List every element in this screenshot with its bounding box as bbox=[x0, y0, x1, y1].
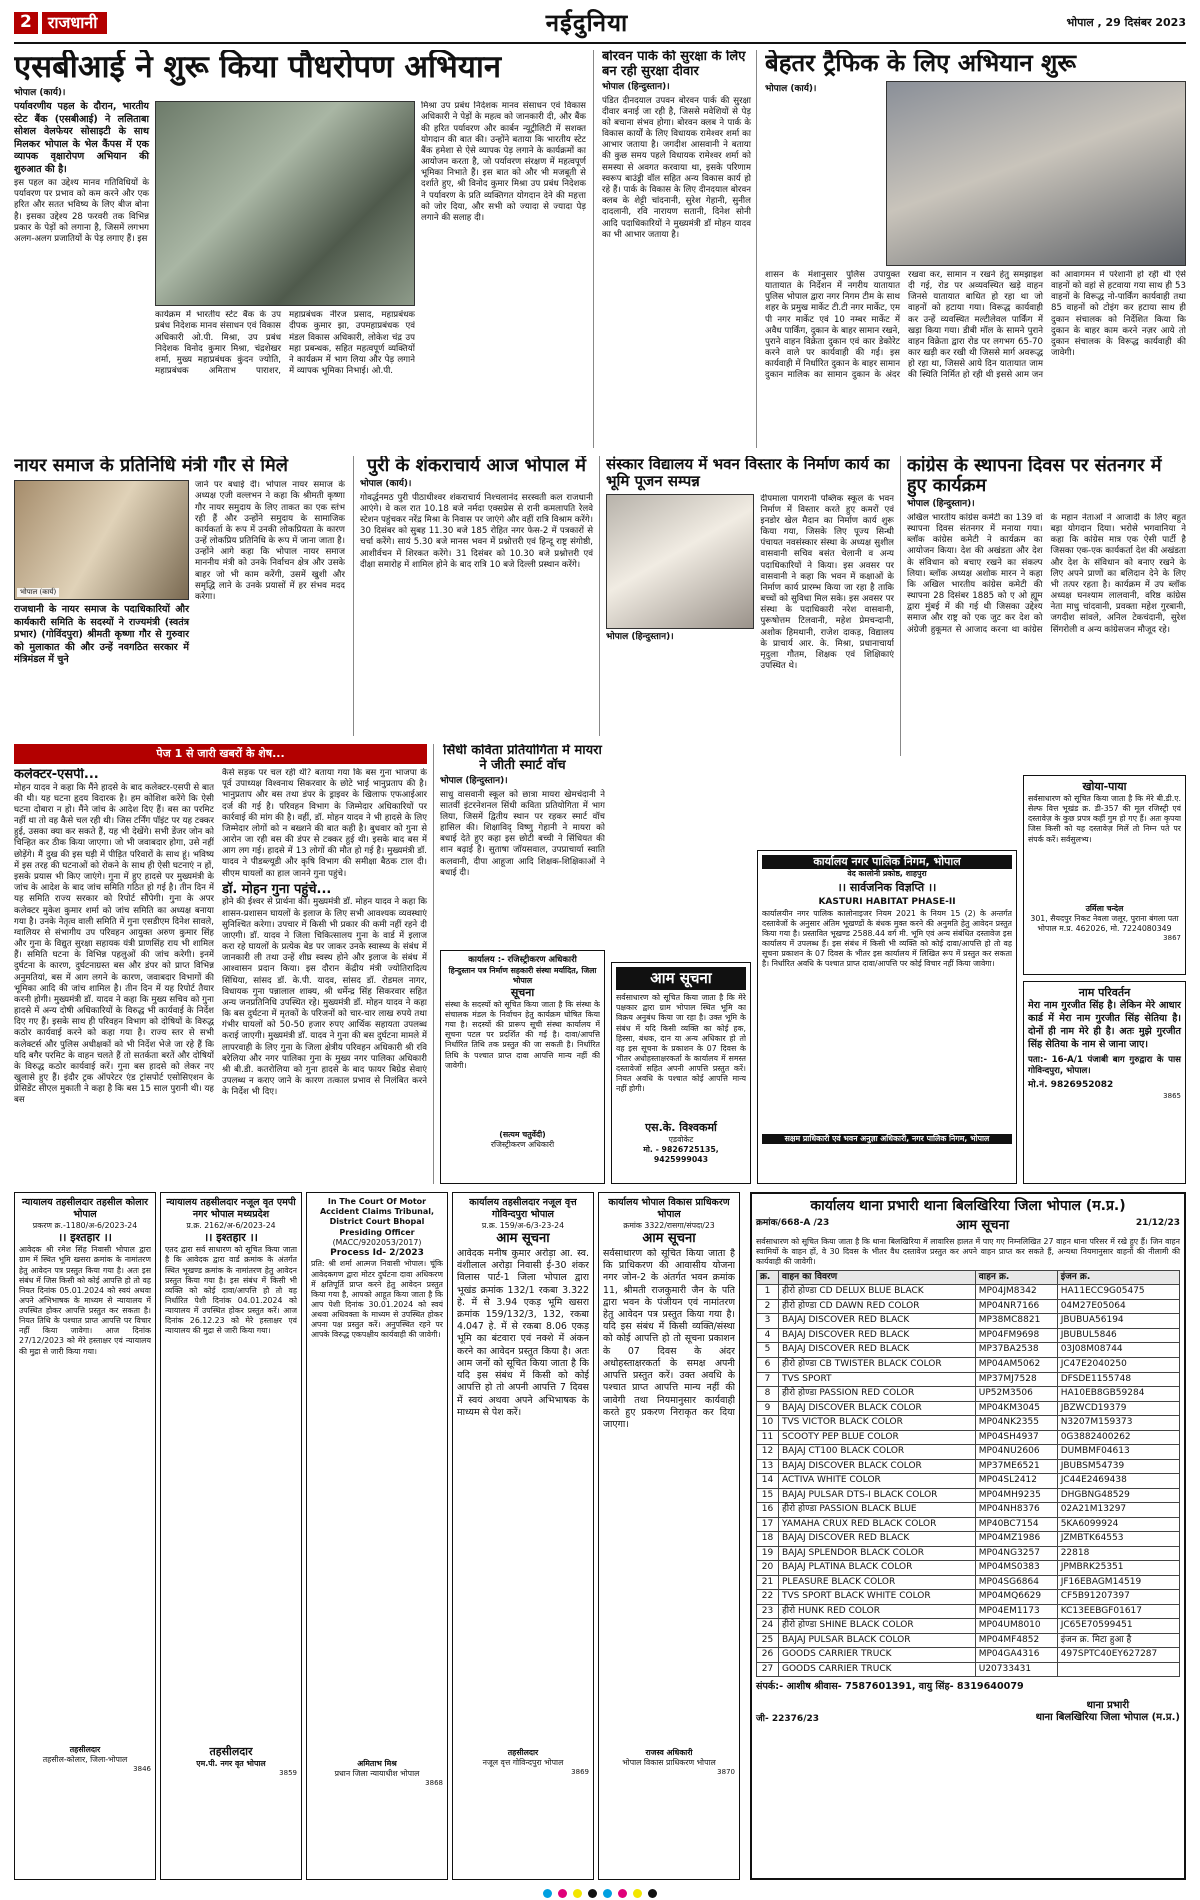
row-reg: MP04SL2412 bbox=[975, 1474, 1057, 1489]
sindhi-story bbox=[440, 744, 605, 944]
row-serial: 3 bbox=[757, 1314, 779, 1329]
registration-dot-icon bbox=[648, 1889, 657, 1898]
row-vehicle: BAJAJ DISCOVER RED BLACK bbox=[779, 1532, 976, 1547]
vehicle-notice-title: कार्यालय थाना प्रभारी थाना बिलखिरिया जिला भोपाल (म.प्र.) bbox=[810, 1198, 1126, 1214]
registrar-notice-label: सूचना bbox=[510, 985, 535, 999]
row-engine: इंजन क्र. मिटा हुआ है bbox=[1057, 1633, 1179, 1648]
row-engine: HA10EB8GB59284 bbox=[1057, 1387, 1179, 1402]
row-engine: JC44E2469438 bbox=[1057, 1474, 1179, 1489]
nair-photo-caption: भोपाल (कार्य) bbox=[17, 588, 59, 597]
row-serial: 11 bbox=[757, 1430, 779, 1445]
row-vehicle: GOODS CARRIER TRUCK bbox=[779, 1648, 976, 1663]
row-vehicle: PLEASURE BLACK COLOR bbox=[779, 1575, 976, 1590]
row-vehicle: TVS SPORT BLACK WHITE COLOR bbox=[779, 1590, 976, 1605]
vehicle-table bbox=[756, 1270, 1180, 1677]
notice-label: ।। इश्तहार ।। bbox=[58, 1231, 112, 1245]
notice-body: प्रति: श्री शर्मा आत्मज निवासी भोपाल। चूंकि आवेदकगण द्वारा मोटर दुर्घटना दावा अधिकरण में क्षतिपूर्ति प्राप्त करने हेतु आवेदन प्रस्तुत किया गया है, आपको आहूत किया जाता है कि आप पेशी दिनांक 30.01.2024 को स्वयं अथवा अधिवक्ता के माध्यम से उपस्थित होकर अपना पक्ष प्रस्तुत करें। अनुपस्थित रहने पर आपके विरुद्ध एकपक्षीय कार्यवाही की जावेगी। bbox=[311, 1259, 443, 1340]
advocate-title: एडवोकेट bbox=[668, 1135, 694, 1145]
sanskar-story bbox=[606, 456, 901, 756]
row-reg: MP04UM8010 bbox=[975, 1619, 1057, 1634]
traffic-photo bbox=[886, 81, 1186, 266]
row-vehicle: BAJAJ DISCOVER RED BLACK bbox=[779, 1314, 976, 1329]
sanskar-byline: भोपाल (हिन्दुस्तान)। bbox=[606, 631, 674, 642]
row-vehicle: SCOOTY PEP BLUE COLOR bbox=[779, 1430, 976, 1445]
row-engine: HA11ECC9G05475 bbox=[1057, 1285, 1179, 1300]
boravan-headline: बोरवन पार्क की सुरक्षा के लिए बन रही सुरक्षा दीवार bbox=[602, 50, 746, 79]
registrar-notice bbox=[440, 950, 605, 1184]
row-engine: JZMBTK64553 bbox=[1057, 1532, 1179, 1547]
collector-title: कलेक्टर-एसपी... bbox=[14, 768, 99, 783]
row-reg: MP04GA4316 bbox=[975, 1648, 1057, 1663]
khoya-paya-notice bbox=[1023, 775, 1186, 975]
notice-sign-2: तहसील-कोलार, जिला-भोपाल bbox=[42, 1755, 128, 1765]
notice-code: 3859 bbox=[279, 1769, 297, 1778]
table-row bbox=[757, 1314, 1180, 1329]
notice-sign-2: नजूल वृत्त गोविन्दपुरा भोपाल bbox=[482, 1757, 564, 1767]
registrar-title: कार्यालय :- रजिस्ट्रीकरण अधिकारी bbox=[468, 955, 577, 965]
vehicle-notice-sign: थाना प्रभारी bbox=[1086, 1699, 1130, 1711]
notice-code: 3869 bbox=[571, 1767, 589, 1776]
row-vehicle: ACTIVA WHITE COLOR bbox=[779, 1474, 976, 1489]
notice-label: आम सूचना bbox=[496, 1231, 550, 1247]
row-reg: MP37ME6521 bbox=[975, 1459, 1057, 1474]
sbi-body-1: इस पहल का उद्देश्य मानव गतिविधियों के पर्यावरण पर प्रभाव को कम करने और एक हरित और सतत भविष्य के लिए बीज बोना है। इसका उद्देश्य 28 फरवरी तक विभिन्न प्रकार के पेड़ों को लगाना है, जिसमें लगभग अलग-अलग प्रजातियों के पेड़ लगाए हैं। इस bbox=[14, 178, 149, 244]
section-tag bbox=[14, 12, 107, 34]
khoya-title: खोया-पाया bbox=[1082, 780, 1127, 793]
table-row bbox=[757, 1590, 1180, 1605]
row-vehicle: हीरो होण्डा CD DELUX BLUE BLACK bbox=[779, 1285, 976, 1300]
name-change-notice bbox=[1023, 981, 1186, 1184]
table-row bbox=[757, 1488, 1180, 1503]
puri-body: गोवर्द्धनमठ पुरी पीठाधीश्वर शंकराचार्य निश्चलानंद सरस्वती कल राजधानी आएंगे। वे कल रात 10.18 बजे नर्मदा एक्सप्रेस से रानी कमलापति रेलवे स्टेशन पहुंचकर नरेंद्र मिश्रा के निवास पर जाएंगे और वहीं रात्रि विश्राम करेंगे। 30 दिसंबर को सुबह 11.30 बजे 185 रोहित नगर फेस-2 में पत्रकारों से चर्चा करेंगे। सायं 5.30 बजे मानस भवन में प्रश्नोत्तरी एवं हिन्दू राष्ट्र संगोष्ठी, आशीर्वचन में शिरकत करेंगे। 31 दिसंबर को 10.30 बजे प्रश्नोत्तरी एवं दीक्षा समारोह में शामिल होने के बाद रात्रि 10 बजे दिल्ली प्रस्थान करेंगे। bbox=[360, 492, 593, 570]
boravan-body: पंडित दीनदयाल उपवन बोरवन पार्क की सुरक्षा दीवार बनाई जा रही है, जिससे मवेशियों से पेड़ को बचाना संभव होगा। बोरवन क्लब ने पार्क के विकास कार्यों के लिए विधायक रामेश्वर शर्मा का आभार जताया है। जगदीश आसवानी ने बताया की कुछ समय पहले विधायक रामेश्वर शर्मा को समस्या से अवगत करवाया था, इसके परिणाम स्वरूप बाउंड्री वॉल सहित अन्य विकास कार्य हो रहे हैं। पार्क के विकास के लिए दीनदयाल बोरवन क्लब के शेट्टी चांदनानी, सुरेश गेहानी, सुनील दादलानी, रवि नारायण सतानी, दिनेश सोनी आदि पदाधिकारियों ने मुख्यमंत्री डॉ मोहन यादव का भी आभार जताया है। bbox=[602, 95, 751, 240]
notice-title: In The Court Of Motor Accident Claims Tribunal, District Court Bhopal Presiding Officer bbox=[319, 1197, 435, 1237]
notice-body: सर्वसाधारण को सूचित किया जाता है कि प्राधिकरण की आवासीय योजना नगर जोन-2 के अंतर्गत भवन क्रमांक 11, श्रीमती राजकुमारी जैन के पति द्वारा भवन के पंजीयन एवं नामांतरण हेतु आवेदन पत्र प्रस्तुत किया गया है। यदि इस संबंध में किसी व्यक्ति/संस्था को कोई आपत्ति हो तो सूचना प्रकाशन के 07 दिवस के अंदर अधोहस्ताक्षरकर्ता के समक्ष अपनी आपत्ति प्रस्तुत करें। उक्त अवधि के पश्चात प्राप्त आपत्ति मान्य नहीं की जावेगी तथा नियमानुसार कार्यवाही करते हुए प्रकरण निराकृत कर दिया जाएगा। bbox=[603, 1247, 735, 1430]
row-reg: MP04NH8376 bbox=[975, 1503, 1057, 1518]
row-reg: MP04SG6864 bbox=[975, 1575, 1057, 1590]
nair-story bbox=[14, 456, 354, 736]
row-serial: 24 bbox=[757, 1619, 779, 1634]
row-engine: 5KA6099924 bbox=[1057, 1517, 1179, 1532]
notice-body: एतद द्वारा सर्व साधारण को सूचित किया जाता है कि आवेदक द्वारा वार्ड क्रमांक के अंतर्गत स्थित भूखण्ड क्रमांक के नामांतरण हेतु आवेदन प्रस्तुत किया गया है। इस संबंध में किसी भी व्यक्ति को कोई दावा/आपत्ति हो तो वह निर्धारित पेशी दिनांक 04.01.2024 को न्यायालय में उपस्थित होकर प्रस्तुत करें। आज दिनांक 26.12.23 को मेरे हस्ताक्षर एवं न्यायालय की मुद्रा से जारी किया गया। bbox=[165, 1245, 297, 1336]
naam-body: मेरा नाम गुरजीत सिंह है। लेकिन मेरे आधार कार्ड में मेरा नाम गुरजीत सिंह सेतिया है। दोनों ही नाम मेरे ही है। अतः मुझे गुरजीत सिंह सेतिया के नाम से जाना जाए। bbox=[1028, 1000, 1181, 1050]
row-serial: 9 bbox=[757, 1401, 779, 1416]
notice-sign: राजस्व अधिकारी bbox=[645, 1747, 693, 1757]
notice-sign-2: एम.पी. नगर वृत भोपाल bbox=[196, 1759, 266, 1769]
mohan-title: डॉ. मोहन गुना पहुंचे... bbox=[222, 881, 332, 897]
registrar-signatory-role: रजिस्ट्रीकरण अधिकारी bbox=[490, 1139, 555, 1149]
row-engine: KC13EEBGF01617 bbox=[1057, 1604, 1179, 1619]
advocate-contact: मो. - 9826725135, 9425999043 bbox=[643, 1145, 719, 1165]
row-engine bbox=[1057, 1662, 1179, 1677]
row-reg: MP04FM9698 bbox=[975, 1328, 1057, 1343]
vehicle-notice-sign-2: थाना बिलखिरिया जिला भोपाल (म.प्र.) bbox=[1035, 1712, 1180, 1724]
row-serial: 19 bbox=[757, 1546, 779, 1561]
table-row bbox=[757, 1546, 1180, 1561]
row-reg: MP04EM1173 bbox=[975, 1604, 1057, 1619]
table-row bbox=[757, 1445, 1180, 1460]
row-engine: 22818 bbox=[1057, 1546, 1179, 1561]
row-reg: MP04MZ1986 bbox=[975, 1532, 1057, 1547]
registration-dot-icon bbox=[543, 1889, 552, 1898]
table-row bbox=[757, 1299, 1180, 1314]
registration-dot-icon bbox=[588, 1889, 597, 1898]
table-row bbox=[757, 1532, 1180, 1547]
notice-code: 3846 bbox=[133, 1765, 151, 1774]
boravan-byline: भोपाल (हिन्दुस्तान)। bbox=[602, 82, 670, 93]
row-serial: 25 bbox=[757, 1633, 779, 1648]
kasturi-project: KASTURI HABITAT PHASE-II bbox=[818, 897, 956, 908]
traffic-headline: बेहतर ट्रैफिक के लिए अभियान शुरू bbox=[765, 50, 1077, 77]
mohan-body: होने की ईश्वर से प्रार्थना की। मुख्यमंत्री डॉ. मोहन यादव ने कहा कि शासन-प्रशासन घायलों के इलाज के लिए सभी आवश्यक व्यवस्थाएं सुनिश्चित करेगा। उपचार में किसी भी प्रकार की कमी नहीं रहने दी जाएगी। डॉ. यादव ने जिला चिकित्सालय गुना के वार्ड में इलाज करा रहे घायलों के प्रत्येक बेड पर जाकर उनके स्वास्थ्य के संबंध में जानकारी ली तथा उन्हें शीघ्र स्वस्थ होने और इलाज के संबंध में आश्वासन प्रदान किया। इस दौरान केंद्रीय मंत्री ज्योतिरादित्य सिंधिया, सांसद डॉ. के.पी. यादव, सांसद डॉ. रोडमल नागर, विधायक गुना पन्नालाल शाक्य, श्री धर्मेन्द्र सिंह सिकरवार सहित अन्य जनप्रतिनिधि उपस्थित रहे। मुख्यमंत्री डॉ. मोहन यादव ने कहा कि बस दुर्घटना में मृतकों के परिजनों को चार-चार लाख रुपये तथा गंभीर घायलों को 50-50 हजार रुपए आर्थिक सहायता उपलब्ध कराई जाएगी। मुख्यमंत्री डॉ. यादव ने गुना की बस दुर्घटना मामले में लापरवाही के लिए गुना के जिला क्षेत्रीय परिवहन अधिकारी श्री रवि बरेलिया और नगर पालिका गुना के मुख्य नगर पालिका अधिकारी श्री बी.डी. कतरोलिया को गुना हादसे के बाद फायर बिग्रेड सेवाएं उपलब्ध न कराए जाने के कारण तत्काल प्रभाव से निलंबित करने के निर्देश भी दिए। bbox=[222, 897, 427, 1098]
row-serial: 8 bbox=[757, 1387, 779, 1402]
table-row bbox=[757, 1648, 1180, 1663]
collector-body-2: कैसे सड़क पर चल रही थी? बताया गया कि बस गुना भाजपा के पूर्व उपाध्यक्ष विश्वनाथ सिकरवार के छोटे भाई भानुप्रताप की है। भानुप्रताप और बस तथा डंपर के ड्राइवर के खिलाफ एफआईआर दर्ज की गई है। परिवहन विभाग के जिम्मेदार अधिकारियों पर कार्रवाई की मांग की है। वहीं, डॉ. मोहन यादव ने भी हादसे के लिए जिम्मेदार लोगों को न बख्शने की बात कही है। बुधवार को गुना से आरोन जा रही बस की डंपर से टक्कर हुई थी। इसके बाद बस में आग लग गई। हादसे में 13 लोगों की मौत हो गई है। मुख्यमंत्री डॉ. यादव ने पीडब्ल्यूडी और कृषि विभाग की समीक्षा बैठक टाल दी। सीएम घायलों का हाल जानने गुना पहुंचे। bbox=[222, 768, 427, 879]
table-row bbox=[757, 1575, 1180, 1590]
notice-code: 3870 bbox=[717, 1767, 735, 1776]
row-serial: 12 bbox=[757, 1445, 779, 1460]
sbi-photo bbox=[155, 101, 415, 306]
nair-headline: नायर समाज के प्रतिनिधि मंत्री गौर से मिले bbox=[14, 456, 288, 476]
notice-title: कार्यालय भोपाल विकास प्राधिकरण भोपाल bbox=[608, 1197, 730, 1221]
khoya-code: 3867 bbox=[1163, 933, 1181, 942]
notice-ref: प्र.क्र. 159/अ-6/3-23-24 bbox=[481, 1221, 565, 1231]
row-reg: MP04JM8342 bbox=[975, 1285, 1057, 1300]
boravan-story bbox=[602, 50, 757, 448]
row-engine: 04M27E05064 bbox=[1057, 1299, 1179, 1314]
row-serial: 2 bbox=[757, 1299, 779, 1314]
table-row bbox=[757, 1401, 1180, 1416]
advocate-name: एस.के. विश्वकर्मा bbox=[645, 1121, 717, 1135]
row-serial: 10 bbox=[757, 1416, 779, 1431]
col-serial: क्र. bbox=[757, 1270, 779, 1285]
col-engine: इंजन क्र. bbox=[1057, 1270, 1179, 1285]
aam-suchna-body: सर्वसाधारण को सूचित किया जाता है कि मेरे पक्षकार द्वारा ग्राम भोपाल स्थित भूमि का विक्रय अनुबंध किया जा रहा है। उक्त भूमि के संबंध में यदि किसी व्यक्ति का कोई हक, हिस्सा, बंधक, दान या अन्य अधिकार हो तो वह इस सूचना के प्रकाशन के 07 दिवस के भीतर अधोहस्ताक्षरकर्ता के कार्यालय में समस्त दस्तावेजों सहित अपनी आपत्ति प्रस्तुत करें। नियत अवधि के पश्चात कोई आपत्ति मान्य नहीं होगी। bbox=[616, 993, 746, 1094]
khoya-name: उर्मिला चन्देल bbox=[1085, 904, 1124, 914]
aam-suchna-title: आम सूचना bbox=[616, 967, 746, 990]
row-vehicle: BAJAJ PLATINA BLACK COLOR bbox=[779, 1561, 976, 1576]
notice-sign-2: भोपाल विकास प्राधिकरण भोपाल bbox=[622, 1757, 716, 1767]
row-engine: JC47E2040250 bbox=[1057, 1358, 1179, 1373]
table-row bbox=[757, 1503, 1180, 1518]
masthead bbox=[14, 4, 1186, 44]
registration-dot-icon bbox=[558, 1889, 567, 1898]
row-vehicle: BAJAJ SPLENDOR BLACK COLOR bbox=[779, 1546, 976, 1561]
row-engine: JC65E70599451 bbox=[1057, 1619, 1179, 1634]
row-vehicle: BAJAJ PULSAR DTS-I BLACK COLOR bbox=[779, 1488, 976, 1503]
nair-body: जाने पर बधाई दी। भोपाल नायर समाज के अध्यक्ष एजी वल्लभन ने कहा कि श्रीमती कृष्णा गौर नायर समुदाय के लिए ताकत का एक स्तंभ रही हैं और उन्होंने समुदाय के सामाजिक कार्यकर्ता के रूप में उनकी लोकप्रियता के कारण उन्हें लोकप्रिय प्रतिनिधि के रूप में जाना जाता है। उन्होंने आगे कहा कि भोपाल नायर समाज माननीय मंत्री को उनके निर्वाचन क्षेत्र और उसके बाहर जो भी काम करेंगी, उसमें खुशी और समृद्धि लाने के उनके प्रयासों में हर संभव मदद करेगा। bbox=[195, 480, 345, 602]
sindhi-body: साधु वासवानी स्कूल को छात्रा मायरा खेमचंदानी ने सातवीं इंटरनेशनल सिंधी कविता प्रतियोगिता में भाग लिया, जिसमें द्वितीय स्थान पर रहकर स्मार्ट वॉच हासिल की। शिक्षाविद् विष्णु गेहानी ने मायरा को बधाई देते हुए कहा इस छोटी बच्ची ने सिंधियत की शान बढ़ाई है। सुताषा जॉयसवाल, उपप्राचार्या स्वाति कलवानी, दीपा आहूजा आदि शिक्षक-शिक्षिकाओं ने बधाई दी। bbox=[440, 789, 605, 878]
row-reg: MP04AM5062 bbox=[975, 1358, 1057, 1373]
traffic-story bbox=[765, 50, 1186, 448]
row-vehicle: हीरो होण्डा PASSION RED COLOR bbox=[779, 1387, 976, 1402]
vehicle-notice bbox=[750, 1192, 1186, 1880]
row-vehicle: BAJAJ DISCOVER RED BLACK bbox=[779, 1343, 976, 1358]
row-engine: JBUBSM54739 bbox=[1057, 1459, 1179, 1474]
naam-title: नाम परिवर्तन bbox=[1078, 986, 1131, 999]
table-row bbox=[757, 1358, 1180, 1373]
row-vehicle: BAJAJ PULSAR BLACK COLOR bbox=[779, 1633, 976, 1648]
table-row bbox=[757, 1387, 1180, 1402]
notice-label: आम सूचना bbox=[642, 1231, 696, 1247]
vehicle-notice-contact: संपर्क:- आशीष श्रीवास- 7587601391, वायु सिंह- 8319640079 bbox=[756, 1681, 1024, 1693]
bottom-notices bbox=[14, 1192, 744, 1880]
row-reg: MP04NK2355 bbox=[975, 1416, 1057, 1431]
aam-suchna-advocate bbox=[611, 962, 751, 1184]
nair-photo bbox=[14, 480, 189, 600]
notice-mact bbox=[306, 1192, 448, 1880]
registrar-signatory: (सत्यम चतुर्वेदी) bbox=[499, 1129, 546, 1139]
sbi-photo-caption: कार्यक्रम में भारतीय स्टेट बैंक के उप प्रबंध निदेशक मानव संसाधन एवं विकास अधिकारी ओ.पी. मिश्रा, उप प्रबंध निदेशक विनोद कुमार मिश्रा, चंद्रशेखर शर्मा, मुख्य महाप्रबंधक कुंदन ज्योति, महाप्रबंधक अमिताभ पाराशर, महाप्रबंधक नीरज प्रसाद, महाप्रबंधक दीपक कुमार झा, उपमहाप्रबंधक एवं मंडल विकास अधिकारी, लोकेश चंद्र उप महा प्रबन्धक, सहित महत्वपूर्ण व्यक्तियों ने कार्यक्रम में भाग लिया और पेड़ लगाने में व्यापक भूमिका निभाई। ओ.पी. bbox=[155, 310, 415, 377]
table-row bbox=[757, 1285, 1180, 1300]
table-row bbox=[757, 1662, 1180, 1677]
notice-govindpura bbox=[452, 1192, 594, 1880]
row-vehicle: हीरो होण्डा SHINE BLACK COLOR bbox=[779, 1619, 976, 1634]
row-reg: MP38MC8821 bbox=[975, 1314, 1057, 1329]
row-engine: 0G3882400262 bbox=[1057, 1430, 1179, 1445]
col-vehicle: वाहन का विवरण bbox=[779, 1270, 976, 1285]
row-reg: MP04SH4937 bbox=[975, 1430, 1057, 1445]
row-engine: JBUBUL5846 bbox=[1057, 1328, 1179, 1343]
row-serial: 18 bbox=[757, 1532, 779, 1547]
row-serial: 20 bbox=[757, 1561, 779, 1576]
registration-dot-icon bbox=[633, 1889, 642, 1898]
notice-ref: प्रकरण क्र.-1180/अ-6/2023-24 bbox=[32, 1221, 138, 1231]
table-row bbox=[757, 1459, 1180, 1474]
sbi-headline: एसबीआई ने शुरू किया पौधरोपण अभियान bbox=[14, 50, 502, 85]
row-vehicle: TVS VICTOR BLACK COLOR bbox=[779, 1416, 976, 1431]
congress-byline: भोपाल (हिन्दुस्तान)। bbox=[907, 499, 975, 510]
row-engine: 02A21M13297 bbox=[1057, 1503, 1179, 1518]
row-serial: 22 bbox=[757, 1590, 779, 1605]
row-reg: MP04NU2606 bbox=[975, 1445, 1057, 1460]
row-serial: 6 bbox=[757, 1358, 779, 1373]
row-reg: MP37BA2538 bbox=[975, 1343, 1057, 1358]
row-serial: 17 bbox=[757, 1517, 779, 1532]
row-reg: MP04MQ6629 bbox=[975, 1590, 1057, 1605]
row-serial: 16 bbox=[757, 1503, 779, 1518]
vehicle-notice-subtitle: आम सूचना bbox=[955, 1217, 1010, 1233]
traffic-body: शासन के मंशानुसार पुलिस उपायुक्त यातायात के निर्देशन में नगरीय यातायात पुलिस भोपाल द्वारा नगर निगम टीम के साथ शहर के प्रमुख मार्केट टी.टी नगर मार्केट, एम पी नगर मार्केट एवं 10 नम्बर मार्केट में अवैध पार्किंग, दुकान के बाहर सामान रखने, पुराने वाहन विक्रेता दुकान एवं कार डेकोरेट करने वाले पर कार्यवाही की गई। इस कार्यवाही में निर्धारित दुकान के बाहर सामान दुकान मालिक का सामान दुकान के अंदर रखवा कर, सामान न रखने हेतु समझाइश दी गई, रोड पर अव्यवस्थित खड़े वाहन जिनसे यातायात बाधित हो रहा था जो वाहनों को हटाया गया। विरूद्ध कार्यवाही कर उन्हें व्यवस्थित मल्टीलेवल पार्किंग में खड़ा किया गया। डीबी मॉल के सामने पुराने वाहन विक्रेता द्वारा रोड पर लगभग 65-70 कार खड़ी कर रखी थी जिससे मार्ग अवरूद्ध हो रहा था, जिससे आये दिन यातायात जाम की स्थिति निर्मित हो रही थी इससे आम जन को आवागमन में परेशानी हो रही थी ऐसे वाहनों को वहां से हटवाया गया साथ ही 53 वाहनों के विरूद्ध नो-पार्किंग कार्यवाही तथा 85 वाहनों को टोइंग कर हटाया साथ ही दुकान संचालक को निर्देशित किया कि दुकान के बाहर काम करने नज़र आये तो दुकान संचालक के विरूद्ध कार्यवाही की जावेगी। bbox=[765, 269, 1186, 381]
row-serial: 27 bbox=[757, 1662, 779, 1677]
row-vehicle: YAMAHA CRUX RED BLACK COLOR bbox=[779, 1517, 976, 1532]
table-row bbox=[757, 1372, 1180, 1387]
naam-code: 3865 bbox=[1163, 1091, 1181, 1100]
khoya-address: 301, सैयदपुर निकट नेवला जलूर, पुराना बंगला पता भोपाल म.प्र. 462026, मो. 7224080349 bbox=[1030, 914, 1179, 934]
page-number: 2 bbox=[14, 12, 38, 34]
row-engine: JBUBUA56194 bbox=[1057, 1314, 1179, 1329]
table-row bbox=[757, 1474, 1180, 1489]
print-registration-strip bbox=[0, 1886, 1200, 1900]
row-vehicle: हीरो HUNK RED COLOR bbox=[779, 1604, 976, 1619]
sbi-body-2: मिश्रा उप प्रबंध निदेशक मानव संसाधन एवं विकास अधिकारी ने पेड़ों के महत्व को जानकारी दी, और बैंक की हरित पर्यावरण और कार्बन न्यूट्रीलिटी में सशक्त योगदान की बात की। उन्होंने बताया कि भारतीय स्टेट बैंक हमेशा से ऐसे व्यापक पेड़ लगाने के कार्यक्रमों का आयोजन करता है, जो पर्यावरण संरक्षण में महत्वपूर्ण भूमिका निभाते हैं। इस बात को और भी मजबूती से दर्शाते हुए, श्री विनोद कुमार मिश्रा उप प्रबंध निदेशक ने पर्यावरण के प्रति व्यक्तिगत योगदान देने की महत्ता को जोर दिया, और सभी को ज्यादा से ज्यादा पेड़ लगाने की सलाह दी। bbox=[421, 101, 586, 223]
notice-kolar bbox=[14, 1192, 156, 1880]
row-serial: 21 bbox=[757, 1575, 779, 1590]
notice-code: 3868 bbox=[425, 1779, 443, 1788]
row-serial: 13 bbox=[757, 1459, 779, 1474]
row-serial: 26 bbox=[757, 1648, 779, 1663]
notice-mp-nagar bbox=[160, 1192, 302, 1880]
notice-ref: प्र.क्र. 2162/अ-6/2023-24 bbox=[186, 1221, 276, 1231]
row-engine: 03J08M08744 bbox=[1057, 1343, 1179, 1358]
table-row bbox=[757, 1343, 1180, 1358]
row-serial: 4 bbox=[757, 1328, 779, 1343]
row-reg: MP04MS0383 bbox=[975, 1561, 1057, 1576]
row-serial: 14 bbox=[757, 1474, 779, 1489]
congress-headline: कांग्रेस के स्थापना दिवस पर संतनगर में हुए कार्यक्रम bbox=[907, 456, 1162, 497]
row-vehicle: BAJAJ CT100 BLACK COLOR bbox=[779, 1445, 976, 1460]
sindhi-headline: सिंधी कविता प्रतियोगिता में मायरा ने जीती स्मार्ट वॉच bbox=[443, 744, 602, 773]
jump-stories bbox=[14, 744, 434, 1184]
row-engine: JPMBRK25351 bbox=[1057, 1561, 1179, 1576]
congress-body: अखिल भारतीय कांग्रेस कमेटी का 139 वां स्थापना दिवस संतनगर में मनाया गया। ब्लॉक कांग्रेस कमेटी ने कार्यक्रम का आयोजन किया। देश की अखंडता और देश के संविधान को बचाए रखने का संकल्प लिया। ब्लॉक अध्यक्ष अशोक मारन ने कहा कि अखिल भारतीय कांग्रेस कमेटी की स्थापना 28 दिसंबर 1885 को ए ओ ह्यूम द्वारा मुंबई में की गई थी जिसका उद्देश्य समाज और राष्ट्र को एक जुट कर देश को अंग्रेजी हुकूमत से आजाद करना था कांग्रेस के महान नेताओं ने आजादी के लिए बहुत बड़ा योगदान दिया। भरोसे भगवानिया ने कहा कि कांग्रेस मात्र एक ऐसी पार्टी है जिसका एक-एक कार्यकर्ता देश की अखंडता और देश के संविधान को बनाए रखने के लिए अपने प्राणों का बलिदान देने के लिए भी तत्पर रहता है। कार्यक्रम में उप ब्लॉक अध्यक्ष घनश्याम लालवानी, वरिष्ठ कांग्रेस नेता माधु चांदवानी, प्रवक्ता महेश गुरबानी, जगदीश सांवले, अनिल टेकचंदानी, सुरेश सिंगरोली व अन्य कांग्रेसजन मौजूद रहे। bbox=[907, 512, 1186, 635]
notice-ref: (MACC/9202053/2017) bbox=[332, 1237, 422, 1247]
row-vehicle: हीरो होण्डा CD DAWN RED COLOR bbox=[779, 1299, 976, 1314]
naam-address: पता:- 16-A/1 पंजाबी बाग गुरुद्वारा के पास गोविन्दपुरा, भोपाल। bbox=[1028, 1054, 1181, 1076]
edition-date: भोपाल , 29 दिसंबर 2023 bbox=[1066, 15, 1186, 29]
row-vehicle: BAJAJ DISCOVER BLACK COLOR bbox=[779, 1401, 976, 1416]
puri-story bbox=[360, 456, 600, 736]
traffic-byline: भोपाल (कार्य)। bbox=[765, 83, 817, 94]
row-vehicle: BAJAJ DISCOVER BLACK COLOR bbox=[779, 1459, 976, 1474]
row-serial: 5 bbox=[757, 1343, 779, 1358]
row-engine: DHGBNG48529 bbox=[1057, 1488, 1179, 1503]
notice-label: ।। इश्तहार ।। bbox=[204, 1231, 258, 1245]
row-reg: MP04MF4852 bbox=[975, 1633, 1057, 1648]
collector-body: मोहन यादव ने कहा कि मैंने हादसे के बाद कलेक्टर-एसपी से बात की थी। यह घटना हृदय विदारक है। हम कोशिश करेंगे कि ऐसी घटना दोबारा न हो। मैंने जांच के आदेश दिए हैं। बस का परमिट नहीं था तो वह कैसे चल रही थी। जिस टर्निंग पॉइंट पर यह टक्कर हुई, उसका क्या कर सकते हैं, यह भी देखेंगे। सभी डेंजर जोन को चिन्हित कर ठीक किया जाएगा। जो भी जवाबदार होगा, उसे नहीं छोड़ेंगे। मैं दुख की इस घड़ी में पीड़ित परिवारों के साथ हूं। भविष्य में इस तरह की घटनाओं को रोकने के साथ ही ऐसी घटनाएं न हों, इसके प्रयास भी किए जाएंगे। गुना में हुए हादसे पर मुख्यमंत्री के जांच के आदेश के बाद जांच समिति गठित हो गई है। तीन दिन में यह समिति राज्य सरकार को रिपोर्ट सौंपेगी। गुना के अपर कलेक्टर मुकेश कुमार शर्मा को जांच समिति का अध्यक्ष बनाया गया है। उनके नेतृत्व वाली समिति में गुना एसडीएम दिनेश सावले, ग्वालियर से संभागीय उप परिवहन आयुक्त अरुण कुमार सिंह और गुना के विद्युत सुरक्षा सहायक यंत्री प्राणसिंह राय भी शामिल हैं। समिति घटना के विभिन्न पहलुओं की जांच करेगी। इनमें दुर्घटना के कारण, दुर्घटनाग्रस्त बस और डंपर को प्राप्त विभिन्न अनुमतियां, बस में आग लगने के कारण, जवाबदार विभागों की भूमिका आदि की जांच शामिल है। तीन दिन में यह रिपोर्ट तैयार करनी होगी। मुख्यमंत्री डॉ. यादव ने कहा कि मुख्य सचिव को गुना हादसे में अन्य दोषी अधिकारियों के विरुद्ध भी कार्यवाई के निर्देश दिए गए हैं। इसके साथ ही परिवहन विभाग को दोषियों के विरुद्ध कठोर कार्यवाई करने को कहा गया है। राज्य स्तर से सभी कलेक्टर्स और पुलिस अधीक्षकों को भी निर्देश भेजे जा रहे हैं कि यदि बगैर परमिट के वाहन चलते हैं तो सतर्कता बरतें और दोषियों के विरुद्ध कठोर कार्यवाई करें। गुना बस हादसे को लेकर नए खुलासे हुए हैं। इंदौर ट्रक ऑपरेटर एंड ट्रांसपोर्ट एसोसिएशन के प्रेसिडेंट सीएल मुकाती ने कहा है कि बस 15 साल पुरानी थी। यह बस bbox=[14, 782, 214, 1106]
vehicle-notice-code: जी- 22376/23 bbox=[756, 1713, 820, 1724]
row-vehicle: हीरो होण्डा CB TWISTER BLACK COLOR bbox=[779, 1358, 976, 1373]
kasturi-footer: सक्षम प्राधिकारी एवं भवन अनुज्ञा अधिकारी, नगर पालिक निगम, भोपाल bbox=[762, 1134, 1012, 1144]
row-serial: 1 bbox=[757, 1285, 779, 1300]
col-reg: वाहन क्र. bbox=[975, 1270, 1057, 1285]
row-engine: CF5B91207397 bbox=[1057, 1590, 1179, 1605]
vehicle-notice-intro: सर्वसाधारण को सूचित किया जाता है कि थाना बिलखिरिया में लावारिस हालत में पाए गए निम्नलिखित 27 वाहन थाना परिसर में रखे हुए हैं। जिन वाहन स्वामियों के वाहन हों, वे 30 दिवस के भीतर वैध दस्तावेज प्रस्तुत कर अपने वाहन प्राप्त कर सकते हैं, अन्यथा नियमानुसार वाहनों की नीलामी की कार्यवाही की जावेगी। bbox=[756, 1236, 1180, 1266]
notice-body: आवेदक मनीष कुमार अरोड़ा आ. स्व. वंशीलाल अरोड़ा निवासी ई-30 शंकर विलास पार्ट-1 जिला भोपाल द्वारा भूखंड क्रमांक 132/1 रकबा 3.322 हे. में से 3.94 एकड़ भूमि खसरा क्रमांक 159/132/3, 132, रकबा 4.047 हे. में से रकबा 8.06 एकड़ भूमि का बंटवारा एवं नक्शे में अंकन करने का आवेदन प्रस्तुत किया है। अतः आम जनों को सूचित किया जाता है कि यदि इस संबंध में किसी को कोई आपत्ति हो तो अपनी आपत्ति 7 दिवस में स्वयं अथवा अपने अभिभाषक के माध्यम से पेश करें। bbox=[457, 1247, 589, 1418]
naam-mobile: मो.नं. 9826952082 bbox=[1028, 1080, 1114, 1091]
section-name: राजधानी bbox=[42, 12, 108, 34]
vehicle-notice-date: 21/12/23 bbox=[1135, 1217, 1180, 1228]
registrar-body: संस्था के सदस्यों को सूचित किया जाता है कि संस्था के संचालक मंडल के निर्वाचन हेतु कार्यक्रम घोषित किया गया है। सदस्यों की प्रारूप सूची संस्था कार्यालय में सूचना पटल पर प्रदर्शित की गई है। दावा/आपत्ति निर्धारित तिथि तक प्रस्तुत की जा सकती है। निर्धारित तिथि के पश्चात प्राप्त दावा आपत्ति मान्य नहीं की जावेगी। bbox=[445, 999, 600, 1070]
table-row bbox=[757, 1517, 1180, 1532]
row-engine: 497SPTC40EY627287 bbox=[1057, 1648, 1179, 1663]
row-engine: N3207M159373 bbox=[1057, 1416, 1179, 1431]
sbi-byline: भोपाल (कार्य)। bbox=[14, 87, 66, 98]
row-vehicle: GOODS CARRIER TRUCK bbox=[779, 1662, 976, 1677]
kasturi-header: कार्यालय नगर पालिक निगम, भोपाल bbox=[762, 855, 1012, 869]
row-vehicle: हीरो होण्डा PASSION BLACK BLUE bbox=[779, 1503, 976, 1518]
row-serial: 23 bbox=[757, 1604, 779, 1619]
notice-title: कार्यालय तहसीलदार नजूल वृत्त गोविन्दपुरा भोपाल bbox=[469, 1197, 577, 1221]
kasturi-subheader: वेद कालोनी प्रकोष्ठ, शाहपुरा bbox=[847, 869, 927, 879]
sanskar-photo bbox=[606, 494, 754, 629]
table-row bbox=[757, 1619, 1180, 1634]
row-reg: MP04NR7166 bbox=[975, 1299, 1057, 1314]
sindhi-byline: भोपाल (हिन्दुस्तान)। bbox=[440, 776, 508, 787]
row-serial: 7 bbox=[757, 1372, 779, 1387]
row-engine: DUMBMF04613 bbox=[1057, 1445, 1179, 1460]
notice-title: न्यायालय तहसीलदार नजूल वृत एमपी नगर भोपाल मध्यप्रदेश bbox=[166, 1197, 296, 1221]
row-reg: MP37MJ7528 bbox=[975, 1372, 1057, 1387]
registration-dot-icon bbox=[573, 1889, 582, 1898]
notice-ref: क्रमांक 3322/रासगा/संपदा/23 bbox=[623, 1221, 715, 1231]
row-vehicle: TVS SPORT bbox=[779, 1372, 976, 1387]
notice-sign-2: प्रधान जिला न्यायाधीश भोपाल bbox=[334, 1769, 420, 1779]
notice-sign: तहसीलदार bbox=[69, 1745, 101, 1755]
sbi-intro-column bbox=[14, 101, 149, 421]
registration-dot-icon bbox=[618, 1889, 627, 1898]
puri-headline: पुरी के शंकराचार्य आज भोपाल में bbox=[367, 456, 586, 476]
sbi-story bbox=[14, 50, 594, 448]
vehicle-notice-ref: क्रमांक/668-A /23 bbox=[756, 1217, 830, 1228]
row-reg: MP40BC7154 bbox=[975, 1517, 1057, 1532]
row-engine: DFSDE1155748 bbox=[1057, 1372, 1179, 1387]
registration-dot-icon bbox=[603, 1889, 612, 1898]
row-engine: JBZWCD19379 bbox=[1057, 1401, 1179, 1416]
notice-bda bbox=[598, 1192, 740, 1880]
sanskar-body: दीपमाला पागरानी पब्लिक स्कूल के भवन निर्माण में विस्तार करते हुए कमरों एवं इनडोर खेल मैदान का निर्माण कार्य शुरू किया गया, जिसके लिए पूज्य सिन्धी पंचायत नवसंस्कार संस्था के अध्यक्ष सुशील वासवानी सचिव बसंत चेलानी व अन्य पदाधिकारियों ने किया। इस अवसर पर वासवानी ने कहा कि भवन में कक्षाओं के निर्माण कार्य प्रारम्भ किया जा रहा है ताकि बच्चों को सुविधा मिल सके। इस अवसर पर संस्था के पदाधिकारी नरेश वासवानी, पुरूषोत्तम टिलवानी, महेश प्रेमचन्दानी, अशोक हिमथानी, राजेश दाकड़, विद्यालय के प्राचार्य आर. के. मिश्रा, प्रधानाचार्या मृदुला गौतम, शिक्षक एवं शिक्षिकाएं उपस्थित थे। bbox=[760, 493, 894, 672]
row-reg: MP04NG3257 bbox=[975, 1546, 1057, 1561]
table-row bbox=[757, 1604, 1180, 1619]
congress-story bbox=[907, 456, 1186, 766]
notice-label: Process Id- 2/2023 bbox=[330, 1247, 424, 1258]
row-serial: 15 bbox=[757, 1488, 779, 1503]
notice-body: आवेदक श्री रमेश सिंह निवासी भोपाल द्वारा ग्राम में स्थित भूमि खसरा क्रमांक के नामांतरण हेतु आवेदन पत्र प्रस्तुत किया गया है। अतः इस संबंध में जिस किसी को कोई आपत्ति हो तो वह नियत दिनांक 05.01.2024 को स्वयं अथवा अपने अभिभाषक के माध्यम से न्यायालय में उपस्थित होकर आपत्ति प्रस्तुत कर सकता है। नियत तिथि के पश्चात प्राप्त आपत्ति पर विचार नहीं किया जावेगा। आज दिनांक 27/12/2023 को मेरे हस्ताक्षर एवं न्यायालय की मुद्रा से जारी किया गया। bbox=[19, 1245, 151, 1356]
table-row bbox=[757, 1561, 1180, 1576]
row-reg: UP52M3506 bbox=[975, 1387, 1057, 1402]
notice-sign: अमिताभ मिश्र bbox=[357, 1759, 397, 1769]
khoya-body: सर्वसाधारण को सूचित किया जाता है कि मेरे बी.डी.ए. सेल्फ वित्त भूखंड क्र. डी-357 की मूल रजिस्ट्री एवं दस्तावेज़ के कुछ प्रपत्र कहीं गुम हो गए हैं। अतः कृपया जिस किसी को यह दस्तावेज़ मिलें तो निम्न पते पर संपर्क करें। सर्वसुलभ्य। bbox=[1028, 794, 1181, 844]
row-vehicle: BAJAJ DISCOVER RED BLACK bbox=[779, 1328, 976, 1343]
table-row bbox=[757, 1328, 1180, 1343]
table-row bbox=[757, 1416, 1180, 1431]
row-engine: JF16EBAGM14519 bbox=[1057, 1575, 1179, 1590]
puri-byline: भोपाल (कार्य)। bbox=[360, 479, 412, 490]
row-reg: U20733431 bbox=[975, 1662, 1057, 1677]
table-row bbox=[757, 1430, 1180, 1445]
table-row bbox=[757, 1633, 1180, 1648]
jump-banner: पेज 1 से जारी खबरों के शेष... bbox=[14, 744, 427, 764]
notice-title: न्यायालय तहसीलदार तहसील कोलार भोपाल bbox=[21, 1197, 149, 1221]
vehicle-table-header bbox=[757, 1270, 1180, 1285]
row-reg: MP04KM3045 bbox=[975, 1401, 1057, 1416]
notice-sign: तहसीलदार bbox=[507, 1747, 539, 1757]
notice-sign: तहसीलदार bbox=[209, 1745, 253, 1759]
sbi-lead: पर्यावरणीय पहल के दौरान, भारतीय स्टेट बैंक (एसबीआई) ने ललिताबा सोशल वेलफेयर सोसाइटी के साथ मिलकर भोपाल के भेल कैंपस में एक व्यापक वृक्षारोपण अभियान की शुरुआत की है। bbox=[14, 101, 149, 175]
row-reg: MP04MH9235 bbox=[975, 1488, 1057, 1503]
registrar-subtitle: हिन्दुस्तान पत्र निर्माण सहकारी संस्था मर्यादित, जिला भोपाल bbox=[448, 965, 597, 985]
kasturi-body: कार्यालयीन नगर पालिक कालोनाइजर नियम 2021 के नियम 15 (2) के अन्तर्गत दस्तावेजों के अनुसार अंतिम भूखण्डों के बंधक मुक्त करने की अनुमति हेतु आवेदन प्रस्तुत किया गया है। प्रस्तावित भूखण्ड 2588.44 वर्ग मी. भूमि एवं अन्य संबंधित दस्तावेज इस कार्यालय में उपलब्ध हैं। इस संबंध में किसी भी व्यक्ति को कोई दावा/आपत्ति हो तो वह सूचना प्रकाशन के 07 दिवस के भीतर इस कार्यालय में लिखित रूप में प्रस्तुत कर सकता है। निर्धारित अवधि के पश्चात प्राप्त दावा/आपत्ति पर कोई विचार नहीं किया जावेगा। bbox=[762, 908, 1012, 969]
kasturi-notice bbox=[757, 850, 1017, 1184]
nair-lead: राजधानी के नायर समाज के पदाधिकारियों और कार्यकारी समिति के सदस्यों ने राज्यमंत्री (स्वतंत्र प्रभार) (गोविंदपुरा) श्रीमती कृष्णा गौर से गुरुवार को मुलाकात की और उन्हें नवगठित सरकार में मंत्रिमंडल में चुने bbox=[14, 604, 189, 666]
brand-logo: नईदुनिया bbox=[545, 7, 629, 37]
kasturi-title: ।। सार्वजनिक विज्ञप्ति ।। bbox=[837, 881, 937, 895]
sanskar-headline: संस्कार विद्यालय में भवन विस्तार के निर्माण कार्य का भूमि पूजन सम्पन्न bbox=[606, 456, 890, 490]
